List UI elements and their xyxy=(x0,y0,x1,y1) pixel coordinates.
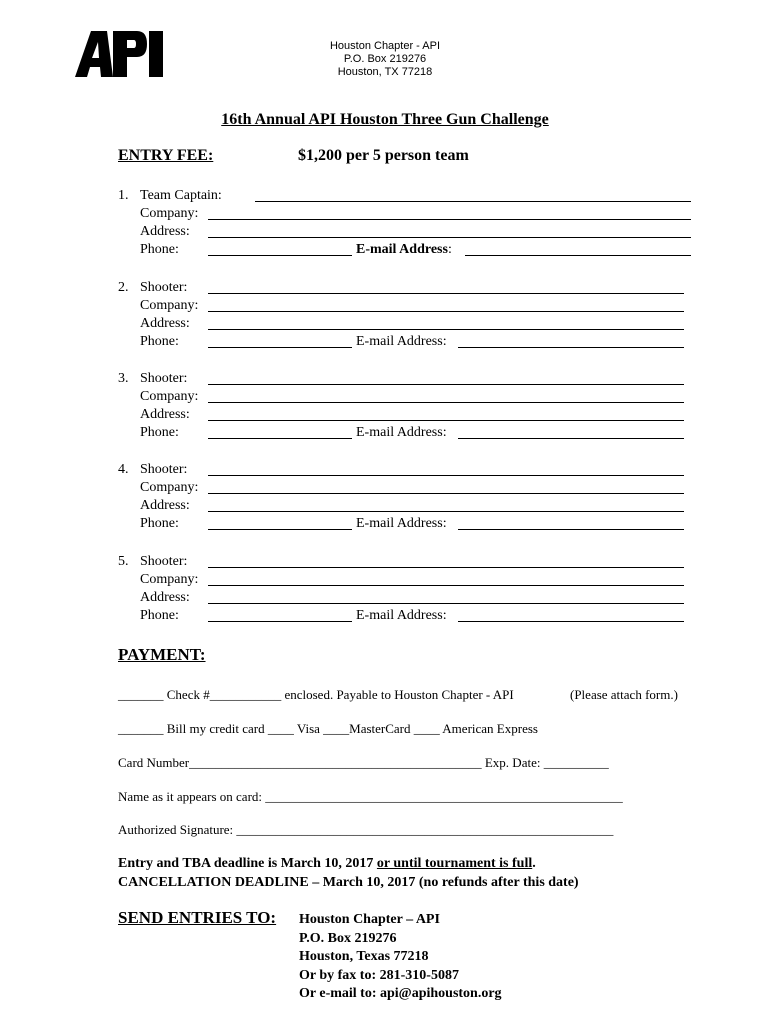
shooter-email-field[interactable] xyxy=(458,529,684,530)
deadline-line-1: Entry and TBA deadline is March 10, 2017 or until tournament is full. xyxy=(118,856,536,871)
shooter-name-field[interactable] xyxy=(208,293,684,294)
shooter-email-field[interactable] xyxy=(458,347,684,348)
entrant-role-label: Shooter: xyxy=(140,371,188,386)
entrant-role-label: Shooter: xyxy=(140,554,188,569)
shooter-phone-field[interactable] xyxy=(208,438,352,439)
header-po-box: P.O. Box 219276 xyxy=(343,53,427,65)
email-label: E-mail Address: xyxy=(356,425,447,440)
email-label: E-mail Address: xyxy=(356,242,452,257)
email-label: E-mail Address: xyxy=(356,334,447,349)
send-city: Houston, Texas 77218 xyxy=(299,949,429,964)
phone-label: Phone: xyxy=(140,334,179,349)
send-address-block xyxy=(299,911,502,1004)
entrant-number: 1. xyxy=(118,188,129,203)
shooter-phone-field[interactable] xyxy=(208,529,352,530)
shooter-address-field[interactable] xyxy=(208,511,684,512)
captain-address-field[interactable] xyxy=(208,237,691,238)
send-entries-label: SEND ENTRIES TO: xyxy=(118,908,277,927)
address-label: Address: xyxy=(140,224,190,239)
shooter-name-field[interactable] xyxy=(208,384,684,385)
entrant-number: 2. xyxy=(118,280,129,295)
shooter-phone-field[interactable] xyxy=(208,347,352,348)
company-label: Company: xyxy=(140,389,199,404)
shooter-address-field[interactable] xyxy=(208,603,684,604)
shooter-email-field[interactable] xyxy=(458,438,684,439)
entry-fee-value: $1,200 per 5 person team xyxy=(298,147,469,164)
phone-label: Phone: xyxy=(140,608,179,623)
captain-company-field[interactable] xyxy=(208,219,691,220)
api-logo xyxy=(75,30,165,78)
signature-line[interactable]: Authorized Signature: __________________________________________________________ xyxy=(118,822,614,837)
entrant-role-label: Shooter: xyxy=(140,462,188,477)
entrant-number: 5. xyxy=(118,554,129,569)
address-label: Address: xyxy=(140,407,190,422)
shooter-address-field[interactable] xyxy=(208,329,684,330)
shooter-company-field[interactable] xyxy=(208,585,684,586)
phone-label: Phone: xyxy=(140,516,179,531)
send-org: Houston Chapter – API xyxy=(299,912,440,927)
shooter-company-field[interactable] xyxy=(208,493,684,494)
entrant-number: 4. xyxy=(118,462,129,477)
name-on-card-line[interactable]: Name as it appears on card: _______________________________________________________ xyxy=(118,789,623,804)
entrant-number: 3. xyxy=(118,371,129,386)
company-label: Company: xyxy=(140,206,199,221)
entry-fee-label: ENTRY FEE: xyxy=(118,147,214,164)
shooter-company-field[interactable] xyxy=(208,311,684,312)
send-po-box: P.O. Box 219276 xyxy=(299,930,397,946)
entrant-role-label: Shooter: xyxy=(140,280,188,295)
check-note: (Please attach form.) xyxy=(570,687,678,702)
shooter-name-field[interactable] xyxy=(208,475,684,476)
phone-label: Phone: xyxy=(140,425,179,440)
address-label: Address: xyxy=(140,590,190,605)
email-label: E-mail Address: xyxy=(356,516,447,531)
shooter-address-field[interactable] xyxy=(208,420,684,421)
company-label: Company: xyxy=(140,480,199,495)
captain-email-field[interactable] xyxy=(465,255,691,256)
shooter-phone-field[interactable] xyxy=(208,621,352,622)
shooter-email-field[interactable] xyxy=(458,621,684,622)
address-label: Address: xyxy=(140,498,190,513)
phone-label: Phone: xyxy=(140,242,179,257)
credit-card-line[interactable]: _______ Bill my credit card ____ Visa ____MasterCard ____ American Express xyxy=(118,721,538,736)
entrant-role-label: Team Captain: xyxy=(140,188,222,203)
payment-heading: PAYMENT: xyxy=(118,645,206,664)
email-label: E-mail Address: xyxy=(356,608,447,623)
header-org: Houston Chapter - API xyxy=(329,40,441,52)
captain-name-field[interactable] xyxy=(255,201,691,202)
shooter-name-field[interactable] xyxy=(208,567,684,568)
page-title: 16th Annual API Houston Three Gun Challenge xyxy=(221,111,549,128)
cancellation-deadline: CANCELLATION DEADLINE – March 10, 2017 (no refunds after this date) xyxy=(118,875,579,890)
captain-phone-field[interactable] xyxy=(208,255,352,256)
header-city: Houston, TX 77218 xyxy=(337,66,433,78)
address-label: Address: xyxy=(140,316,190,331)
card-number-line[interactable]: Card Number_____________________________________________ Exp. Date: __________ xyxy=(118,755,609,770)
send-email: Or e-mail to: api@apihouston.org xyxy=(299,986,502,1001)
company-label: Company: xyxy=(140,298,199,313)
check-line[interactable]: _______ Check #___________ enclosed. Payable to Houston Chapter - API xyxy=(118,687,514,702)
company-label: Company: xyxy=(140,572,199,587)
send-fax: Or by fax to: 281-310-5087 xyxy=(299,967,459,983)
shooter-company-field[interactable] xyxy=(208,402,684,403)
